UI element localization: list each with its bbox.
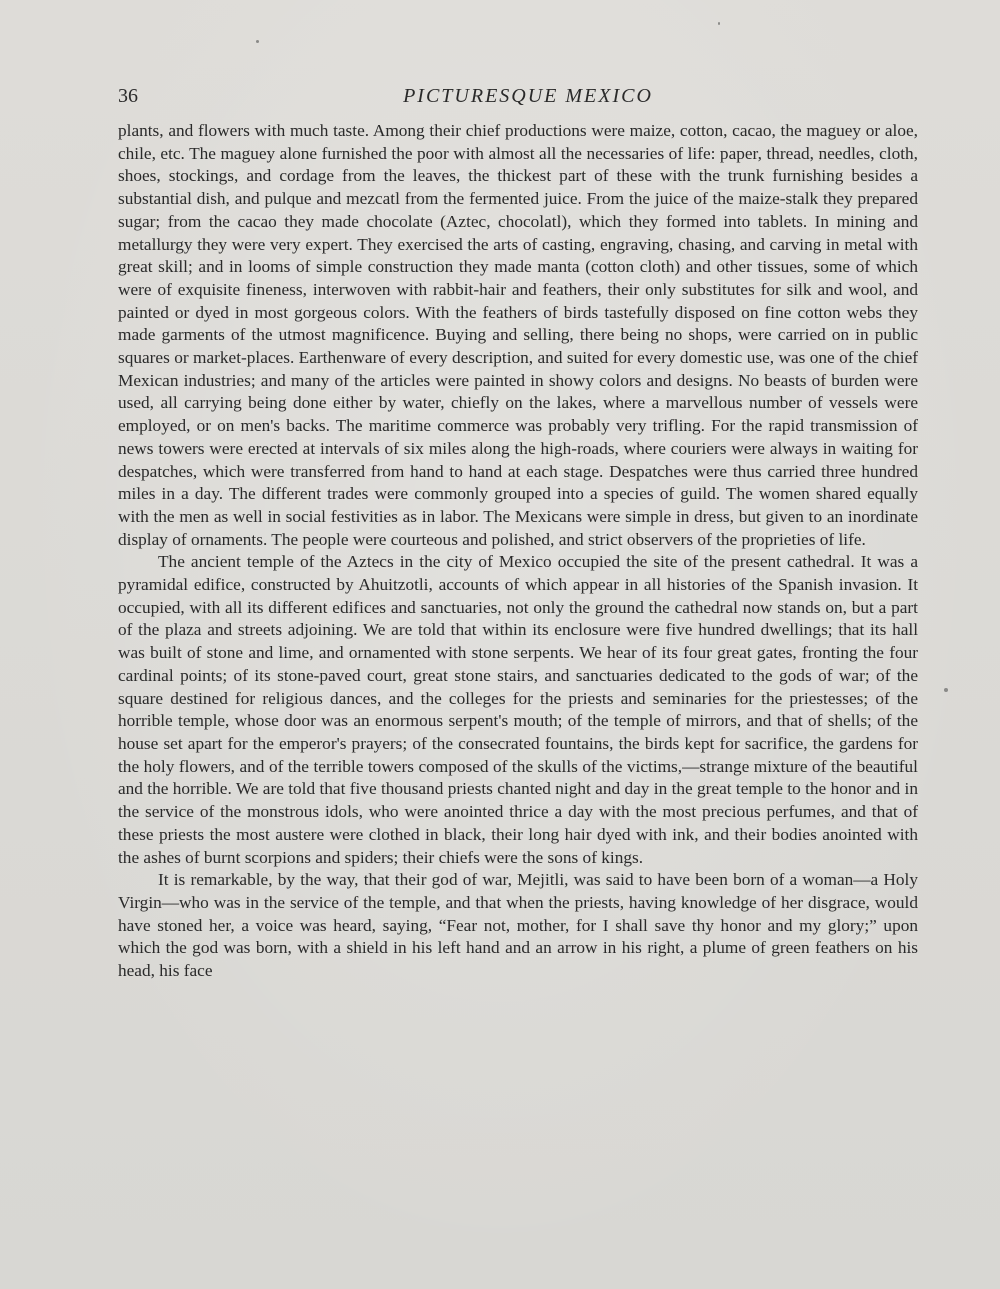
paper-speck [944,688,948,692]
paragraph-continuation: plants, and flowers with much taste. Among their chief productions were maize, cotton, cacao, the maguey or aloe, chile, etc. The maguey alone furnished the poor with almost all the necessaries of life: paper, thread, needles, cloth, shoes, stockings, and cordage from the leaves, the thickest part of these with the trunk furnishing besides a substantial dish, and pulque and mezcatl from the fermented juice. From the juice of the maize-stalk they prepared sugar; from the cacao they made chocolate (Aztec, chocolatl), which they formed into tablets. In mining and metallurgy they were very expert. They exercised the arts of casting, engraving, chasing, and carving in metal with great skill; and in looms of simple construction they made manta (cotton cloth) and other tissues, some of which were of exquisite fineness, interwoven with rabbit-hair and feathers, their only substitutes for silk and wool, and painted or dyed in most gorgeous colors. With the feathers of birds tastefully disposed on fine cotton webs they made garments of the utmost magnificence. Buying and selling, there being no shops, were carried on in public squares or market-places. Earthenware of every description, and suited for every domestic use, was one of the chief Mexican industries; and many of the articles were painted in showy colors and designs. No beasts of burden were used, all carrying being done either by water, chiefly on the lakes, where a marvellous number of vessels were employed, or on men's backs. The maritime commerce was probably very trifling. For the rapid transmission of news towers were erected at intervals of six miles along the high-roads, where couriers were always in waiting for despatches, which were transferred from hand to hand at each stage. Despatches were thus carried three hundred miles in a day. The different trades were commonly grouped into a species of guild. The women shared equally with the men as well in social festivities as in labor. The Mexicans were simple in dress, but given to an inordinate display of ornaments. The people were courteous and polished, and strict observers of the proprieties of life. [118,121,918,549]
paper-speck [256,40,259,43]
paragraph-mejitli: It is remarkable, by the way, that their god of war, Mejitli, was said to have been born of a woman—a Holy Virgin—who was in the service of the temple, and that when the priests, having knowledge of her disgrace, would have stoned her, a voice was heard, saying, “Fear not, mother, for I shall save thy honor and my glory;” upon which the god was born, with a shield in his left hand and an arrow in his right, a plume of green feathers on his head, his face [118,870,918,981]
paragraph-aztec-temple: The ancient temple of the Aztecs in the city of Mexico occupied the site of the present cathedral. It was a pyramidal edifice, constructed by Ahuitzotli, accounts of which appear in all histories of the Spanish invasion. It occupied, with all its different edifices and sanctuaries, not only the ground the cathedral now stands on, but a part of the plaza and streets adjoining. We are told that within its enclosure were five hundred dwellings; that its hall was built of stone and lime, and ornamented with stone serpents. We hear of its four great gates, fronting the four cardinal points; of its stone-paved court, great stone stairs, and sanctuaries dedicated to the gods of war; of the square destined for religious dances, and the colleges for the priests and seminaries for the priestesses; of the horrible temple, whose door was an enormous serpent's mouth; of the temple of mirrors, and that of shells; of the house set apart for the emperor's prayers; of the consecrated fountains, the birds kept for sacrifice, the gardens for the holy flowers, and of the terrible towers composed of the skulls of the victims,—strange mixture of the beautiful and the horrible. We are told that five thousand priests chanted night and day in the great temple to the honor and in the service of the monstrous idols, who were anointed thrice a day with the most precious perfumes, and that of these priests the most austere were clothed in black, their long hair dyed with ink, and their bodies anointed with the ashes of burnt scorpions and spiders; their chiefs were the sons of kings. [118,552,918,867]
body-text [118,120,918,983]
page-number: 36 [118,85,138,107]
paper-speck [718,22,720,25]
running-head [118,82,918,112]
running-title: PICTURESQUE MEXICO [403,85,653,107]
